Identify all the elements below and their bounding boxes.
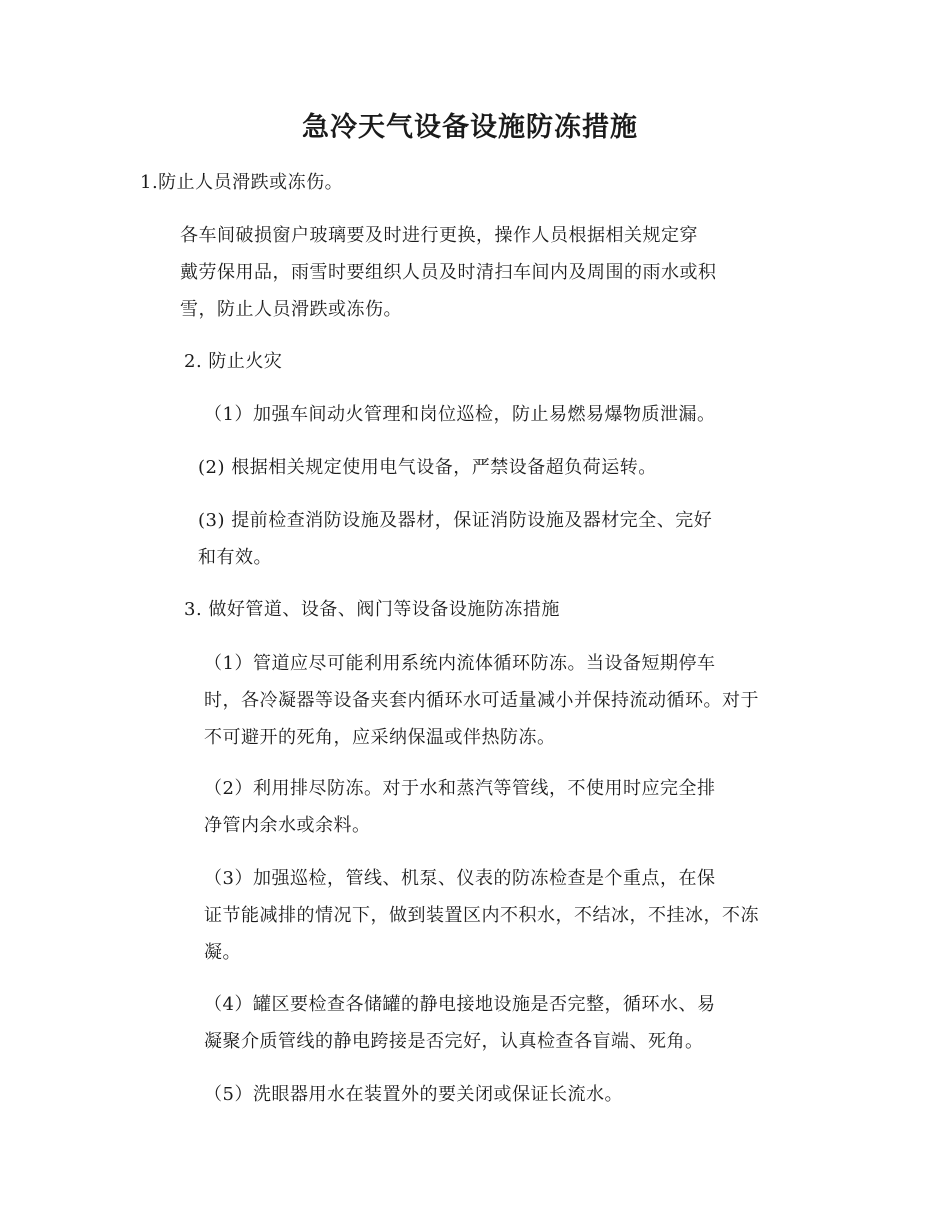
paragraph-line: （4）罐区要检查各储罐的静电接地设施是否完整，循环水、易 <box>204 994 716 1015</box>
paragraph-line: 凝。 <box>204 942 241 963</box>
document-page <box>140 0 800 1230</box>
paragraph-line: 净管内余水或余料。 <box>204 815 371 836</box>
paragraph-line: 各车间破损窗户玻璃要及时进行更换，操作人员根据相关规定穿 <box>180 225 698 246</box>
section-1-paragraph <box>140 217 800 328</box>
paragraph-line: 雪，防止人员滑跌或冻伤。 <box>180 299 402 320</box>
paragraph-line: （2）利用排尽防冻。对于水和蒸汽等管线，不使用时应完全排 <box>204 778 716 799</box>
paragraph-line: （1）加强车间动火管理和岗位巡检，防止易燃易爆物质泄漏。 <box>204 404 716 425</box>
paragraph-line: （3）加强巡检，管线、机泵、仪表的防冻检查是个重点，在保 <box>204 868 716 889</box>
document-title: 急冷天气设备设施防冻措施 <box>302 112 638 143</box>
paragraph-line: 戴劳保用品，雨雪时要组织人员及时清扫车间内及周围的雨水或积 <box>180 262 717 283</box>
section-3-item-3 <box>140 860 800 971</box>
section-1-heading: 1.防止人员滑跌或冻伤。 <box>140 172 344 193</box>
paragraph-line: (2) 根据相关规定使用电气设备，严禁设备超负荷运转。 <box>198 457 657 478</box>
paragraph-line: 时，各冷凝器等设备夹套内循环水可适量减小并保持流动循环。对于 <box>204 690 759 711</box>
paragraph-line: 凝聚介质管线的静电跨接是否完好，认真检查各盲端、死角。 <box>204 1031 704 1052</box>
section-3-item-5 <box>140 1076 800 1113</box>
paragraph-line: 证节能减排的情况下，做到装置区内不积水，不结冰，不挂冰，不冻 <box>204 905 759 926</box>
paragraph-line: 和有效。 <box>198 547 272 568</box>
section-3-item-4 <box>140 986 800 1060</box>
paragraph-line: (3) 提前检查消防设施及器材，保证消防设施及器材完全、完好 <box>198 510 713 531</box>
paragraph-line: （5）洗眼器用水在装置外的要关闭或保证长流水。 <box>204 1084 623 1105</box>
paragraph-line: （1）管道应尽可能利用系统内流体循环防冻。当设备短期停车 <box>204 653 716 674</box>
section-2-item-1 <box>140 396 800 433</box>
paragraph-line: 不可避开的死角，应采纳保温或伴热防冻。 <box>204 727 556 748</box>
section-2-item-3 <box>140 502 800 576</box>
section-2-heading: 2. 防止火灾 <box>184 351 283 372</box>
section-3-heading: 3. 做好管道、设备、阀门等设备设施防冻措施 <box>184 599 560 620</box>
section-3-item-2 <box>140 770 800 844</box>
section-3-item-1 <box>140 645 800 756</box>
section-2-item-2 <box>140 449 800 486</box>
